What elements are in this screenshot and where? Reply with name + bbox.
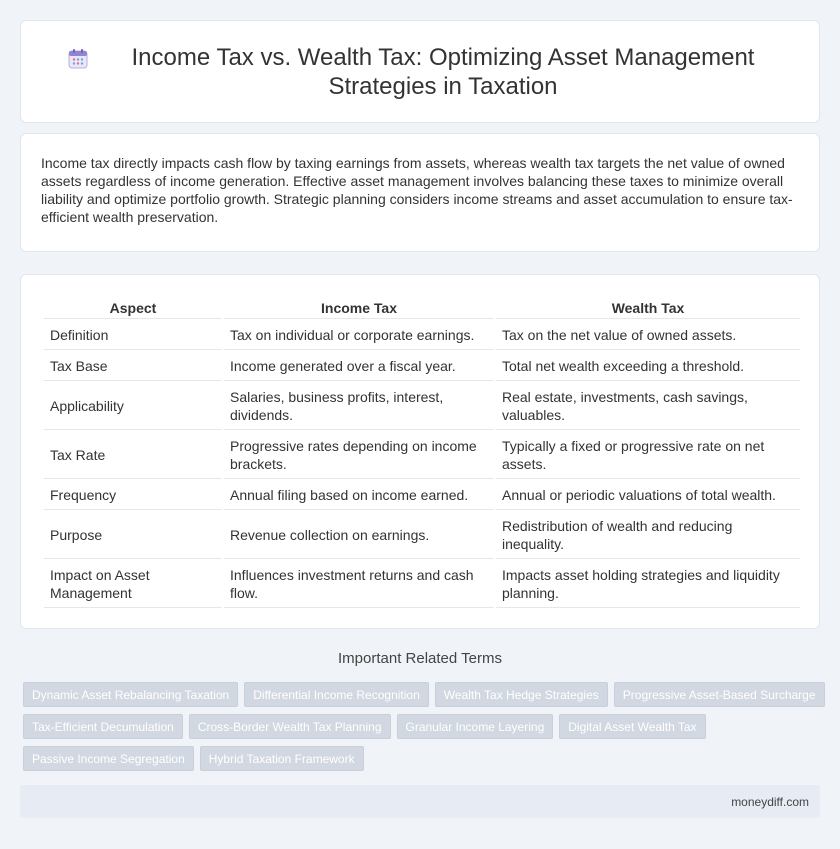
- calendar-icon: [67, 48, 89, 70]
- income-tax-cell: Annual filing based on income earned.: [224, 481, 494, 510]
- related-term-tag[interactable]: Granular Income Layering: [397, 714, 554, 739]
- aspect-cell: Frequency: [44, 481, 222, 510]
- aspect-cell: Purpose: [44, 512, 222, 559]
- table-row: [44, 481, 800, 510]
- income-tax-cell: Tax on individual or corporate earnings.: [224, 321, 494, 350]
- wealth-tax-cell: Tax on the net value of owned assets.: [496, 321, 800, 350]
- aspect-cell: Applicability: [44, 383, 222, 430]
- related-term-tag[interactable]: Digital Asset Wealth Tax: [559, 714, 705, 739]
- related-term-tag[interactable]: Hybrid Taxation Framework: [200, 746, 364, 771]
- related-term-tag[interactable]: Differential Income Recognition: [244, 682, 429, 707]
- income-tax-cell: Influences investment returns and cash flow.: [224, 561, 494, 608]
- table-row: [44, 383, 800, 430]
- aspect-cell: Impact on Asset Management: [44, 561, 222, 608]
- column-header-income-tax: Income Tax: [224, 297, 494, 319]
- table-row: [44, 321, 800, 350]
- column-header-aspect: Aspect: [44, 297, 222, 319]
- related-term-tag[interactable]: Wealth Tax Hedge Strategies: [435, 682, 608, 707]
- title-wrap: [21, 43, 819, 101]
- income-tax-cell: Salaries, business profits, interest, dividends.: [224, 383, 494, 430]
- tag-row: [23, 714, 823, 739]
- related-terms-tags: [23, 682, 823, 778]
- page-title: Income Tax vs. Wealth Tax: Optimizing Asset Management Strategies in Taxation: [131, 43, 755, 100]
- related-terms-title: Important Related Terms: [338, 650, 502, 667]
- related-term-tag[interactable]: Progressive Asset-Based Surcharge: [614, 682, 825, 707]
- wealth-tax-cell: Redistribution of wealth and reducing inequality.: [496, 512, 800, 559]
- column-header-wealth-tax: Wealth Tax: [496, 297, 800, 319]
- wealth-tax-cell: Typically a fixed or progressive rate on net assets.: [496, 432, 800, 479]
- tag-row: [23, 746, 823, 771]
- wealth-tax-cell: Total net wealth exceeding a threshold.: [496, 352, 800, 381]
- wealth-tax-cell: Real estate, investments, cash savings, valuables.: [496, 383, 800, 430]
- comparison-table: [42, 295, 802, 610]
- table-row: [44, 352, 800, 381]
- wealth-tax-cell: Annual or periodic valuations of total wealth.: [496, 481, 800, 510]
- intro-card: [20, 133, 820, 252]
- income-tax-cell: Revenue collection on earnings.: [224, 512, 494, 559]
- income-tax-cell: Income generated over a fiscal year.: [224, 352, 494, 381]
- table-row: [44, 512, 800, 559]
- related-term-tag[interactable]: Cross-Border Wealth Tax Planning: [189, 714, 391, 739]
- footer: [20, 785, 820, 818]
- aspect-cell: Definition: [44, 321, 222, 350]
- related-term-tag[interactable]: Dynamic Asset Rebalancing Taxation: [23, 682, 238, 707]
- table-row: [44, 561, 800, 608]
- aspect-cell: Tax Base: [44, 352, 222, 381]
- related-term-tag[interactable]: Tax-Efficient Decumulation: [23, 714, 183, 739]
- tag-row: [23, 682, 823, 707]
- aspect-cell: Tax Rate: [44, 432, 222, 479]
- wealth-tax-cell: Impacts asset holding strategies and liquidity planning.: [496, 561, 800, 608]
- income-tax-cell: Progressive rates depending on income brackets.: [224, 432, 494, 479]
- related-term-tag[interactable]: Passive Income Segregation: [23, 746, 194, 771]
- intro-text: Income tax directly impacts cash flow by taxing earnings from assets, whereas wealth tax targets the net value of owned assets regardless of income generation. Effective asset management involves balancing these taxes to minimize overall liability and optimize portfolio growth. Strategic planning considers income streams and asset accumulation to ensure tax-efficient wealth preservation.: [41, 155, 793, 225]
- comparison-table-card: [20, 274, 820, 629]
- table-row: [44, 432, 800, 479]
- footer-site-link[interactable]: moneydiff.com: [731, 795, 809, 809]
- header-card: [20, 20, 820, 123]
- table-header-row: [44, 297, 800, 319]
